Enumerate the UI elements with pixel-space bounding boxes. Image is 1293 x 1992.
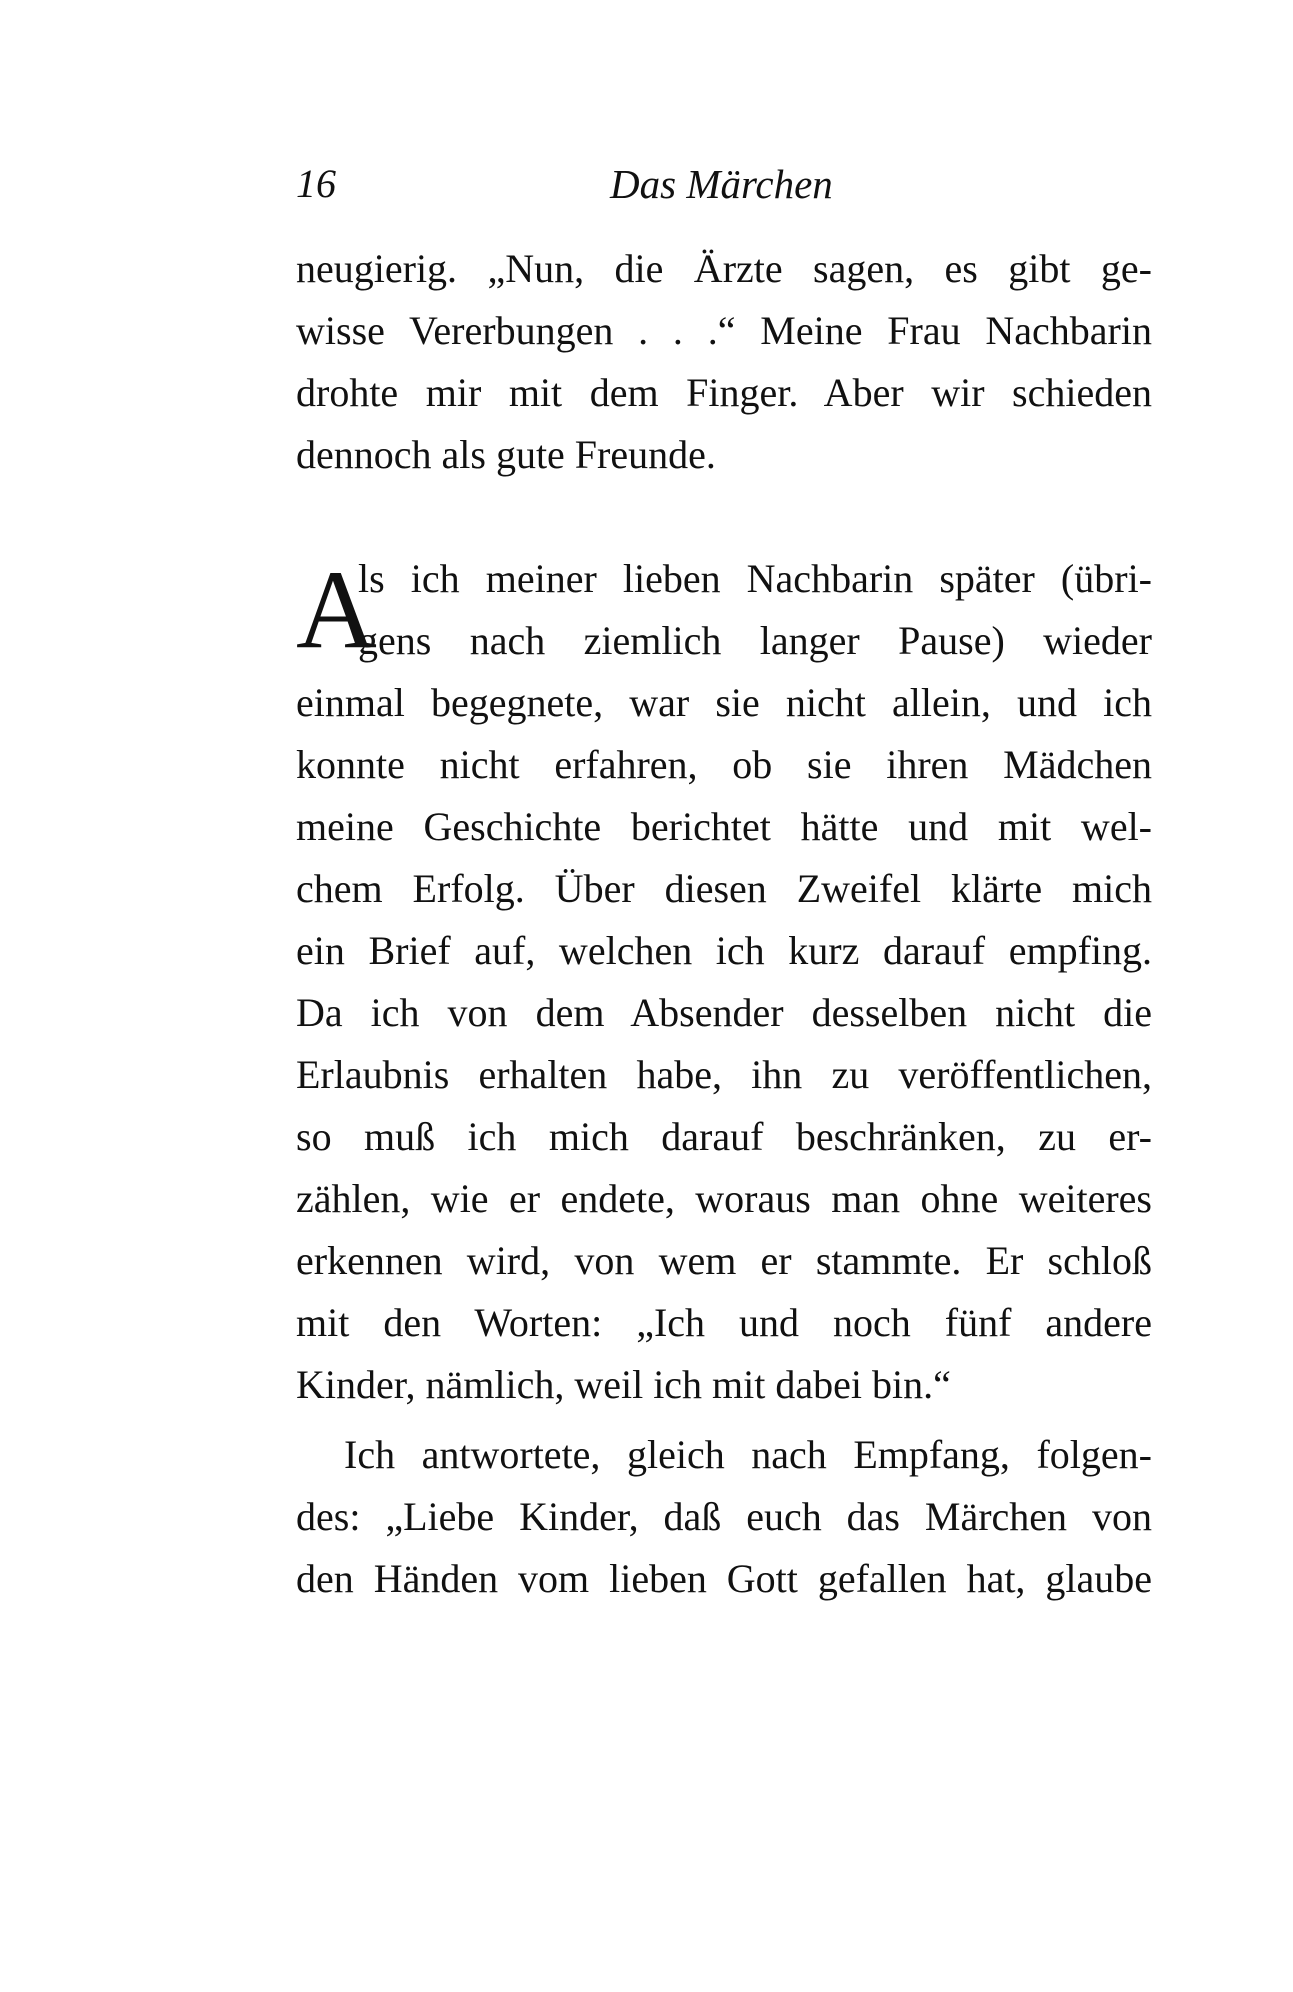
text-line: Erlaubnis erhalten habe, ihn zu veröffentlichen,: [296, 1052, 1152, 1097]
text-line: erkennen wird, von wem er stammte. Er schloß: [296, 1238, 1152, 1283]
text-line: so muß ich mich darauf beschränken, zu er-: [296, 1114, 1152, 1159]
page-number: 16: [296, 161, 336, 206]
paragraph-2: [296, 548, 1152, 1416]
text-line: Kinder, nämlich, weil ich mit dabei bin.“: [296, 1362, 951, 1407]
text-line: konnte nicht erfahren, ob sie ihren Mädchen: [296, 742, 1152, 787]
text-line: ein Brief auf, welchen ich kurz darauf empfing.: [296, 928, 1152, 973]
text-line: wisse Vererbungen . . .“ Meine Frau Nachbarin: [296, 308, 1152, 353]
running-title: Das Märchen: [610, 161, 833, 207]
text-line: Ich antwortete, gleich nach Empfang, folgen-: [344, 1432, 1152, 1477]
text-line: zählen, wie er endete, woraus man ohne weiteres: [296, 1176, 1152, 1221]
text-line: den Händen vom lieben Gott gefallen hat, glaube: [296, 1556, 1152, 1601]
text-line: meine Geschichte berichtet hätte und mit wel-: [296, 804, 1152, 849]
text-line: ls ich meiner lieben Nachbarin später (übri-: [358, 556, 1152, 601]
text-line: mit den Worten: „Ich und noch fünf andere: [296, 1300, 1152, 1345]
text-line: einmal begegnete, war sie nicht allein, und ich: [296, 680, 1152, 725]
text-line: Da ich von dem Absender desselben nicht die: [296, 990, 1152, 1035]
text-line: dennoch als gute Freunde.: [296, 432, 716, 477]
paragraph-1: [296, 238, 1152, 486]
text-line: des: „Liebe Kinder, daß euch das Märchen von: [296, 1494, 1152, 1539]
page-header: [0, 160, 1293, 220]
paragraph-3: [296, 1424, 1152, 1610]
text-line: gens nach ziemlich langer Pause) wieder: [358, 618, 1152, 663]
text-line: neugierig. „Nun, die Ärzte sagen, es gibt ge-: [296, 246, 1152, 291]
text-line: drohte mir mit dem Finger. Aber wir schieden: [296, 370, 1152, 415]
text-line: chem Erfolg. Über diesen Zweifel klärte mich: [296, 866, 1152, 911]
drop-cap: A: [296, 548, 377, 672]
